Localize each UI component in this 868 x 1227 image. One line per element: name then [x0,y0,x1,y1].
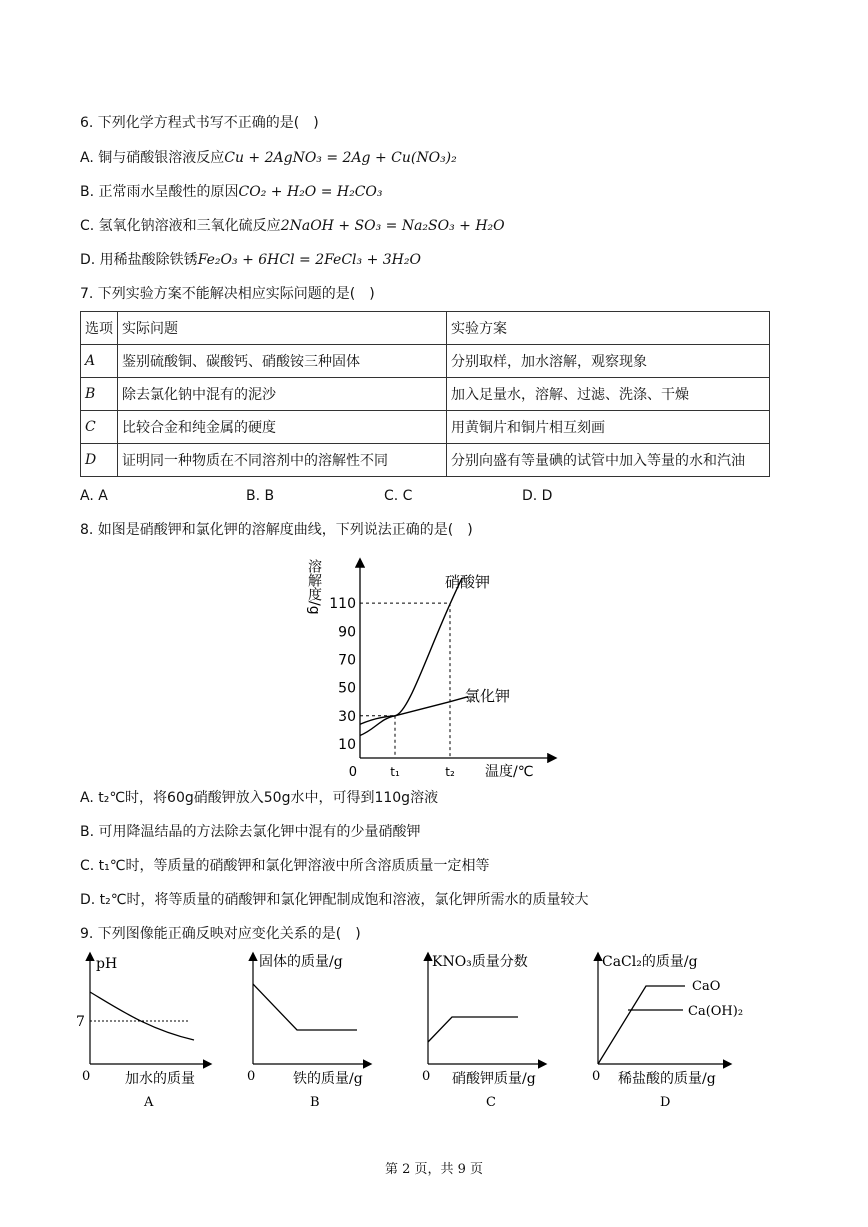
graph-b-id: B [310,1095,320,1110]
q8-option-d: D. t₂℃时，将等质量的硝酸钾和氯化钾配制成饱和溶液，氯化钾所需水的质量较大 [80,892,589,908]
series-label-kno3: 硝酸钾 [445,573,491,591]
q6-option-c: C. 氢氧化钠溶液和三氧化硫反应2NaOH + SO₃ = Na₂SO₃ + H₂O [80,218,505,234]
q8-option-a: A. t₂℃时，将60g硝酸钾放入50g水中，可得到110g溶液 [80,790,439,806]
q7-table [80,311,770,477]
graph-a-ylabel: pH [96,956,118,972]
graph-c-id: C [486,1095,496,1110]
q7-answer-a: A. A [80,488,108,504]
graph-a-mark: 7 [76,1014,85,1030]
table-row [81,378,770,411]
q6-option-d: D. 用稀盐酸除铁锈Fe₂O₃ + 6HCl = 2FeCl₃ + 3H₂O [80,252,421,268]
q6-stem: 6. 下列化学方程式书写不正确的是( ) [80,115,319,131]
x-tick-label: t₁ [390,765,400,779]
graph-c [410,948,560,1113]
q9-stem: 9. 下列图像能正确反映对应变化关系的是( ) [80,926,361,942]
graph-d [580,948,765,1113]
table-header-row [81,312,770,345]
graph-a [70,948,220,1113]
table-cell: 分别取样，加水溶解，观察现象 [447,345,770,378]
q8-option-c: C. t₁℃时，等质量的硝酸钾和氯化钾溶液中所含溶质质量一定相等 [80,858,490,874]
origin-label: 0 [348,765,357,780]
graph-a-curve [90,992,194,1040]
page-footer: 第 2 页，共 9 页 [384,1162,484,1177]
q7-answer-c: C. C [384,488,413,504]
graph-b-curve [253,984,357,1030]
q7-answer-b: B. B [246,488,275,504]
q6-option-a: A. 铜与硝酸银溶液反应Cu + 2AgNO₃ = 2Ag + Cu(NO₃)₂ [80,150,457,166]
graph-d-series-cao: CaO [692,979,721,994]
graph-b [235,948,385,1113]
table-cell: 鉴别硫酸铜、碳酸钙、硝酸铵三种固体 [118,345,447,378]
q7-answer-d: D. D [522,488,553,504]
x-axis-label: 温度/℃ [485,764,534,780]
table-cell: A [81,345,118,378]
graph-a-xlabel: 加水的质量 [125,1071,195,1087]
y-tick-label: 50 [338,680,356,697]
graph-d-line-cao [598,986,685,1064]
series-line-kcl [360,697,468,725]
x-tick-label: t₂ [445,765,455,779]
graph-b-ylabel: 固体的质量/g [259,954,343,970]
table-row [81,444,770,477]
graph-d-id: D [660,1095,671,1110]
table-cell: C [81,411,118,444]
y-tick-label: 90 [338,624,356,641]
table-cell: 加入足量水，溶解、过滤、洗涤、干燥 [447,378,770,411]
y-tick-label: 110 [329,596,356,613]
graph-c-curve [428,1017,518,1042]
graph-c-origin: 0 [422,1069,431,1084]
y-tick-label: 70 [338,652,356,669]
y-tick-label: 30 [338,708,356,725]
table-header-cell: 选项 [81,312,118,345]
table-header-cell: 实验方案 [447,312,770,345]
table-row [81,345,770,378]
table-cell: 分别向盛有等量碘的试管中加入等量的水和汽油 [447,444,770,477]
graph-d-ylabel: CaCl₂的质量/g [602,954,698,970]
q8-option-b: B. 可用降温结晶的方法除去氯化钾中混有的少量硝酸钾 [80,824,421,840]
graph-c-ylabel: KNO₃质量分数 [432,954,528,970]
graph-c-xlabel: 硝酸钾质量/g [452,1071,536,1087]
table-cell: 除去氯化钠中混有的泥沙 [118,378,447,411]
table-cell: D [81,444,118,477]
graph-d-origin: 0 [592,1069,601,1084]
y-tick-label: 10 [338,736,356,753]
q7-stem: 7. 下列实验方案不能解决相应实际问题的是( ) [80,286,375,302]
table-cell: 用黄铜片和铜片相互刻画 [447,411,770,444]
graph-d-series-caoh2: Ca(OH)₂ [688,1004,744,1019]
solubility-chart [300,545,570,785]
q6-option-b: B. 正常雨水呈酸性的原因CO₂ + H₂O = H₂CO₃ [80,184,383,200]
graph-b-xlabel: 铁的质量/g [293,1071,363,1087]
table-cell: B [81,378,118,411]
table-row [81,411,770,444]
table-cell: 证明同一种物质在不同溶剂中的溶解性不同 [118,444,447,477]
q8-stem: 8. 如图是硝酸钾和氯化钾的溶解度曲线，下列说法正确的是( ) [80,522,473,538]
graph-b-origin: 0 [247,1069,256,1084]
series-label-kcl: 氯化钾 [465,687,511,705]
table-cell: 比较合金和纯金属的硬度 [118,411,447,444]
graph-d-xlabel: 稀盐酸的质量/g [618,1071,716,1087]
graph-a-origin: 0 [82,1069,91,1084]
table-header-cell: 实际问题 [118,312,447,345]
y-axis-label: 溶解度/g [306,559,322,615]
graph-a-id: A [144,1095,154,1110]
